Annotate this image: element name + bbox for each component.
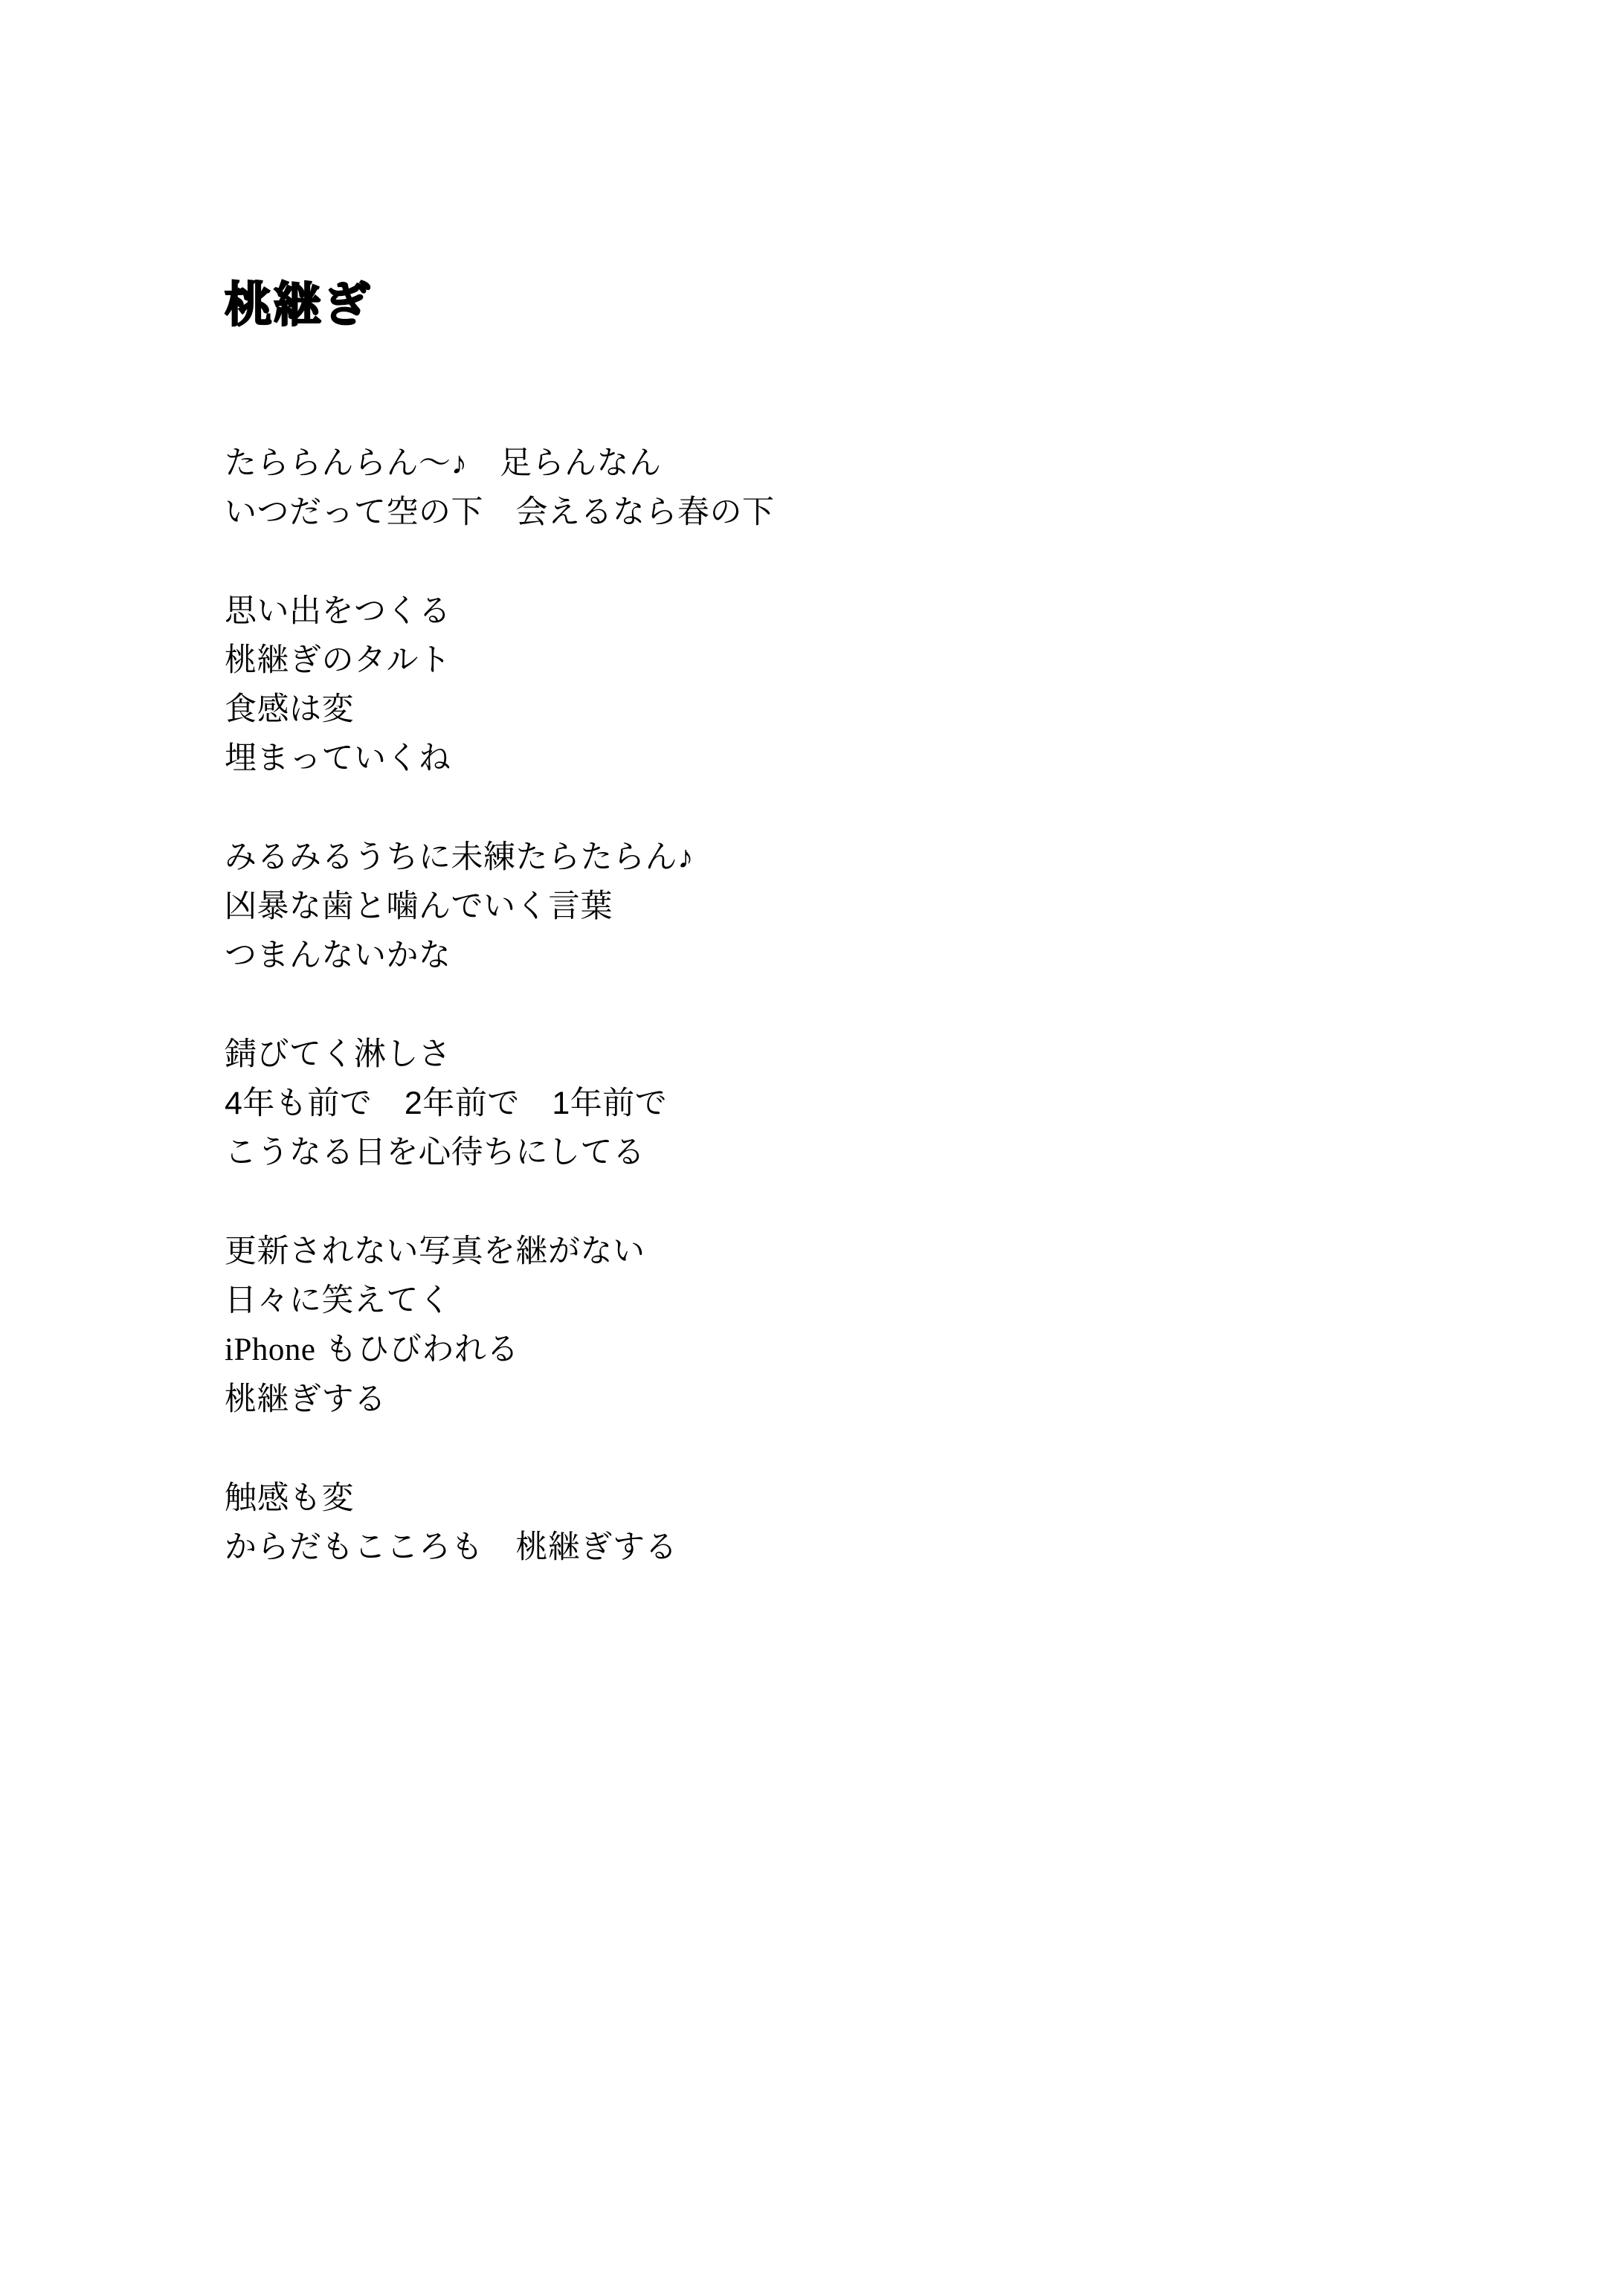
lyric-line: こうなる日を心待ちにしてる xyxy=(225,1135,645,1170)
lyrics-body xyxy=(225,439,1475,1572)
stanza xyxy=(225,1474,1475,1572)
lyric-line: 日々に笑えてく xyxy=(225,1283,451,1318)
lyric-line: 錆びてく淋しさ xyxy=(225,1036,451,1072)
stanza xyxy=(225,1030,1475,1177)
lyric-line: たららんらん〜♪ 足らんなん xyxy=(225,445,662,481)
lyric-line: つまんないかな xyxy=(225,938,451,973)
lyric-line: 触感も変 xyxy=(225,1480,354,1516)
stanza xyxy=(225,1227,1475,1424)
lyric-line: いつだって空の下 会えるなら春の下 xyxy=(225,494,775,530)
latin-text: iPhone xyxy=(225,1332,316,1367)
lyric-line: 凶暴な歯と噛んでいく言葉 xyxy=(225,889,613,924)
stanza xyxy=(225,439,1475,537)
lyric-line: 埋まっていくね xyxy=(225,741,451,776)
lyric-line: 桃継ぎする xyxy=(225,1381,387,1417)
lyric-line: 食感は変 xyxy=(225,691,354,727)
lyric-line: iPhone もひびわれる xyxy=(225,1332,519,1367)
lyric-line: 桃継ぎのタルト xyxy=(225,642,451,678)
lyric-line: 思い出をつくる xyxy=(225,593,451,629)
lyric-line: からだもこころも 桃継ぎする xyxy=(225,1529,677,1565)
lyric-line: みるみるうちに未練たらたらん♪ xyxy=(225,839,694,875)
song-title: 桃継ぎ xyxy=(225,278,372,332)
lyric-line: 更新されない写真を継がない xyxy=(225,1234,645,1269)
stanza xyxy=(225,587,1475,783)
stanza xyxy=(225,833,1475,980)
lyric-line: 4年も前で 2年前で 1年前で xyxy=(225,1086,668,1121)
